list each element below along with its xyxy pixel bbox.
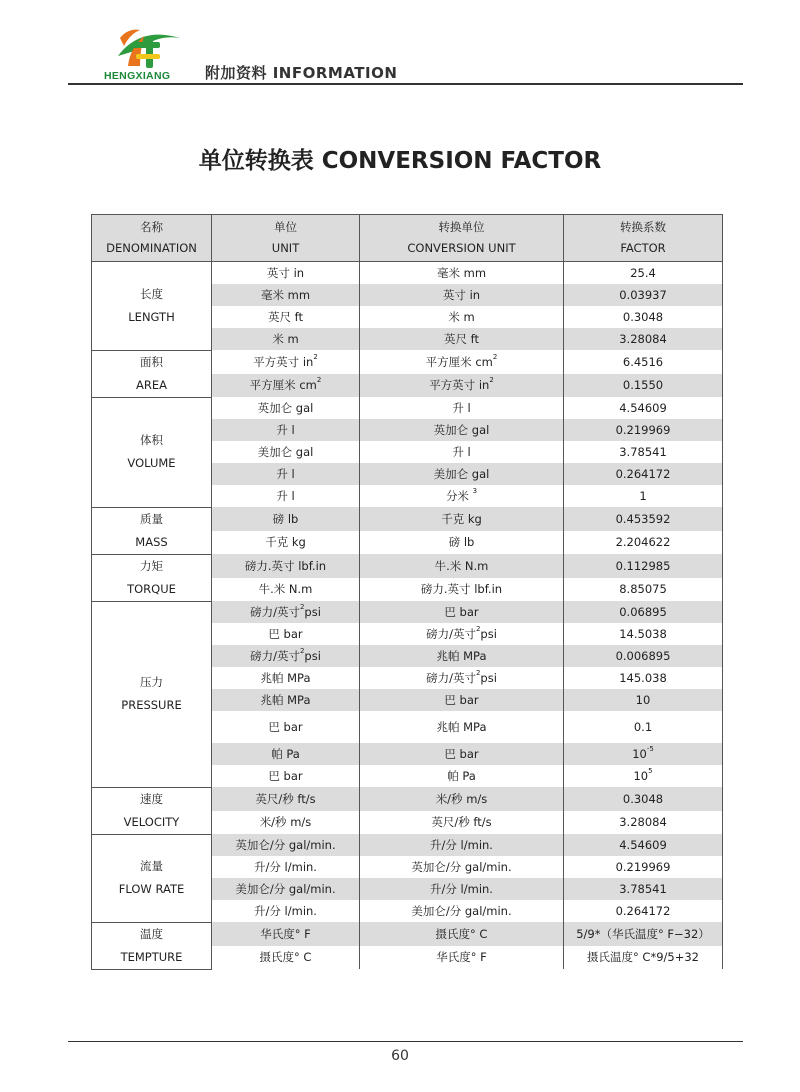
unit-cell <box>212 900 360 922</box>
denomination-cn: 力矩 <box>140 558 163 573</box>
factor-cell-text: 0.06895 <box>619 605 667 619</box>
factor-cell <box>564 306 723 328</box>
factor-cell <box>564 765 723 787</box>
denomination-cn: 流量 <box>140 859 163 873</box>
header-unit <box>212 215 360 262</box>
factor-cell-text: 1 <box>639 489 647 503</box>
unit-cell-text: 升 l <box>276 467 295 481</box>
unit-cell-suffix: psi <box>304 649 321 663</box>
factor-cell <box>564 463 723 485</box>
denomination-en: PRESSURE <box>121 698 182 712</box>
header-divider <box>68 83 743 85</box>
factor-cell <box>564 284 723 306</box>
unit-cell-text: 千克 kg <box>265 535 306 550</box>
conversion-unit-cell-text: 磅力/英寸 <box>426 671 476 685</box>
unit-cell <box>212 743 360 765</box>
conversion-unit-cell <box>360 463 564 485</box>
conversion-unit-cell-text: 英尺 ft <box>443 332 479 346</box>
factor-cell-text: 4.54609 <box>619 401 667 415</box>
conversion-unit-cell-text: 升 l <box>452 445 471 459</box>
factor-cell <box>564 397 723 419</box>
conversion-unit-cell <box>360 689 564 711</box>
table-row <box>92 350 723 374</box>
conversion-unit-cell-text: 平方厘米 cm <box>425 354 493 369</box>
unit-cell-text: 摄氏度° C <box>259 950 312 965</box>
conversion-unit-cell-text: 磅力/英寸 <box>426 627 476 641</box>
denomination-en: VELOCITY <box>123 814 180 829</box>
factor-cell <box>564 946 723 970</box>
unit-cell-text: 升/分 l/min. <box>254 904 317 918</box>
conversion-unit-cell <box>360 811 564 835</box>
brand-name: HENGXIANG <box>104 70 171 82</box>
factor-cell-text: 3.28084 <box>619 332 667 346</box>
conversion-unit-cell <box>360 328 564 350</box>
factor-cell-text: 3.78541 <box>619 445 667 459</box>
factor-cell <box>564 922 723 946</box>
denomination-cn: 体积 <box>140 433 163 447</box>
conversion-unit-cell-text: 巴 bar <box>444 605 479 619</box>
table-row <box>92 601 723 623</box>
superscript: 3 <box>472 487 478 495</box>
conversion-unit-cell <box>360 601 564 623</box>
table-row <box>92 787 723 811</box>
unit-cell-text: 英寸 in <box>266 266 305 280</box>
conversion-unit-cell-text: 毫米 mm <box>436 266 487 280</box>
factor-cell <box>564 787 723 811</box>
conversion-unit-cell-text: 帕 Pa <box>447 769 476 783</box>
factor-cell-text: 10 <box>635 693 651 707</box>
conversion-unit-cell-text: 英寸 in <box>442 288 481 302</box>
unit-cell-text: 平方厘米 cm <box>249 378 317 393</box>
unit-cell <box>212 328 360 350</box>
conversion-unit-cell <box>360 856 564 878</box>
unit-cell <box>212 507 360 531</box>
superscript: 5 <box>648 767 653 775</box>
denomination-cell <box>92 834 212 922</box>
unit-cell <box>212 441 360 463</box>
unit-cell-text: 英加仑 gal <box>257 401 314 415</box>
unit-cell-text: 牛.米 N.m <box>258 582 313 597</box>
unit-cell-text: 巴 bar <box>268 769 303 783</box>
denomination-cn: 长度 <box>140 286 163 301</box>
header-cn: 转换单位 <box>438 220 485 234</box>
factor-cell-text: 2.204622 <box>615 535 671 550</box>
unit-cell-text: 英加仑/分 gal/min. <box>235 838 336 852</box>
conversion-unit-cell <box>360 374 564 398</box>
conversion-unit-cell-text: 摄氏度° C <box>435 926 488 941</box>
header-cn: 转换系数 <box>620 220 666 234</box>
unit-cell-text: 毫米 mm <box>260 288 311 302</box>
conversion-unit-cell <box>360 507 564 531</box>
conversion-unit-cell <box>360 711 564 743</box>
factor-cell <box>564 350 723 374</box>
factor-cell <box>564 878 723 900</box>
denomination-cn: 面积 <box>140 354 163 369</box>
denomination-cn: 温度 <box>140 926 163 941</box>
conversion-unit-cell-text: 升/分 l/min. <box>430 838 493 852</box>
factor-cell-text: 0.264172 <box>615 467 671 481</box>
factor-cell <box>564 856 723 878</box>
superscript: 2 <box>475 625 481 633</box>
conversion-unit-cell-text: 兆帕 MPa <box>436 649 487 663</box>
factor-cell-text: 0.1 <box>633 720 653 734</box>
conversion-unit-cell <box>360 531 564 555</box>
conversion-unit-cell-text: 升 l <box>452 401 471 415</box>
conversion-unit-cell <box>360 667 564 689</box>
factor-cell <box>564 262 723 285</box>
conversion-unit-cell-text: 米/秒 m/s <box>435 791 488 806</box>
page-title: 单位转换表 CONVERSION FACTOR <box>198 148 602 174</box>
conversion-unit-cell-text: 巴 bar <box>444 693 479 707</box>
denomination-en: VOLUME <box>127 456 176 470</box>
unit-cell-text: 磅力.英寸 lbf.in <box>244 558 327 573</box>
factor-cell-text: 10 <box>632 747 647 761</box>
conversion-unit-cell-text: 牛.米 N.m <box>434 558 489 573</box>
denomination-en: TORQUE <box>127 581 176 596</box>
factor-cell <box>564 689 723 711</box>
unit-cell-text: 米 m <box>272 332 299 346</box>
factor-cell-text: 0.112985 <box>615 558 671 573</box>
unit-cell-text: 升/分 l/min. <box>254 860 317 874</box>
header-en: CONVERSION UNIT <box>407 241 516 255</box>
conversion-unit-cell <box>360 787 564 811</box>
unit-cell <box>212 397 360 419</box>
factor-cell <box>564 601 723 623</box>
factor-cell-text: 6.4516 <box>622 354 664 369</box>
conversion-unit-cell-text: 华氏度° F <box>436 950 487 965</box>
conversion-unit-cell <box>360 554 564 578</box>
factor-cell <box>564 900 723 922</box>
conversion-unit-cell-text: 兆帕 MPa <box>436 720 487 734</box>
table-row <box>92 397 723 419</box>
denomination-cn: 速度 <box>140 791 163 806</box>
conversion-unit-cell-suffix: psi <box>480 627 497 641</box>
factor-cell <box>564 374 723 398</box>
header-cn: 单位 <box>274 220 297 234</box>
factor-cell-text: 0.03937 <box>619 288 667 302</box>
superscript: 2 <box>475 669 481 677</box>
conversion-unit-cell-text: 英加仑 gal <box>433 423 490 437</box>
conversion-unit-cell-text: 英加仑/分 gal/min. <box>411 860 512 874</box>
factor-cell <box>564 811 723 835</box>
table-row <box>92 922 723 946</box>
unit-cell <box>212 811 360 835</box>
conversion-unit-cell-text: 磅力.英寸 lbf.in <box>420 582 503 597</box>
factor-cell <box>564 507 723 531</box>
conversion-unit-cell <box>360 946 564 970</box>
unit-cell-text: 美加仑 gal <box>257 445 314 459</box>
unit-cell-text: 兆帕 MPa <box>260 671 311 685</box>
factor-cell <box>564 531 723 555</box>
conversion-unit-cell <box>360 878 564 900</box>
superscript: 2 <box>313 352 318 361</box>
unit-cell-text: 华氏度° F <box>260 926 311 941</box>
conversion-unit-cell <box>360 645 564 667</box>
header-factor <box>564 215 723 262</box>
unit-cell <box>212 667 360 689</box>
unit-cell-text: 平方英寸 in <box>253 354 314 369</box>
factor-cell-text: 14.5038 <box>619 627 667 641</box>
unit-cell <box>212 765 360 787</box>
denomination-cell <box>92 350 212 397</box>
unit-cell <box>212 262 360 285</box>
superscript: 2 <box>489 376 494 385</box>
unit-cell-text: 兆帕 MPa <box>260 693 311 707</box>
table-body <box>92 262 723 970</box>
denomination-en: AREA <box>136 377 167 392</box>
factor-cell-text: 0.006895 <box>615 649 671 663</box>
unit-cell <box>212 623 360 645</box>
factor-cell <box>564 743 723 765</box>
factor-cell-text: 5/9*（华氏温度° F−32） <box>576 926 710 941</box>
section-title: 附加资料 INFORMATION <box>205 64 398 82</box>
factor-cell-text: 0.3048 <box>622 310 664 324</box>
superscript: -5 <box>646 745 654 753</box>
denomination-cell <box>92 262 212 351</box>
unit-cell-text: 帕 Pa <box>271 747 300 761</box>
factor-cell-text: 0.3048 <box>622 791 664 806</box>
factor-cell-text: 摄氏温度° C*9/5+32 <box>587 950 699 965</box>
header-conversion-unit <box>360 215 564 262</box>
factor-cell-text: 25.4 <box>630 266 656 280</box>
unit-cell <box>212 922 360 946</box>
factor-cell-text: 0.219969 <box>615 860 671 874</box>
conversion-unit-cell-text: 升/分 l/min. <box>430 882 493 896</box>
factor-cell <box>564 554 723 578</box>
header-en: FACTOR <box>620 241 666 255</box>
page-number: 60 <box>391 1048 409 1064</box>
conversion-unit-cell-text: 千克 kg <box>441 511 482 526</box>
unit-cell-text: 英尺/秒 ft/s <box>255 791 316 806</box>
header-en: UNIT <box>271 241 300 255</box>
unit-cell <box>212 878 360 900</box>
factor-cell-text: 0.453592 <box>615 511 671 526</box>
conversion-unit-cell <box>360 284 564 306</box>
factor-cell <box>564 834 723 856</box>
unit-cell <box>212 856 360 878</box>
conversion-unit-cell <box>360 922 564 946</box>
conversion-unit-cell <box>360 578 564 602</box>
denomination-en: FLOW RATE <box>118 882 185 896</box>
denomination-cell <box>92 507 212 554</box>
factor-cell <box>564 485 723 507</box>
footer-divider <box>68 1041 743 1042</box>
header-cn: 名称 <box>140 220 163 234</box>
unit-cell-text: 美加仑/分 gal/min. <box>235 882 336 896</box>
unit-cell-text: 巴 bar <box>268 720 303 734</box>
factor-cell <box>564 441 723 463</box>
conversion-unit-cell <box>360 397 564 419</box>
unit-cell-text: 磅力/英寸 <box>250 649 300 663</box>
table-row <box>92 262 723 285</box>
unit-cell <box>212 554 360 578</box>
factor-cell-text: 4.54609 <box>619 838 667 852</box>
factor-cell <box>564 645 723 667</box>
unit-cell <box>212 834 360 856</box>
conversion-unit-cell-text: 美加仑/分 gal/min. <box>411 904 512 918</box>
unit-cell <box>212 946 360 970</box>
unit-cell-suffix: psi <box>304 605 321 619</box>
conversion-unit-cell <box>360 765 564 787</box>
denomination-cell <box>92 787 212 834</box>
unit-cell <box>212 284 360 306</box>
unit-cell <box>212 531 360 555</box>
factor-cell <box>564 578 723 602</box>
denomination-cell <box>92 397 212 507</box>
unit-cell <box>212 374 360 398</box>
conversion-unit-cell-text: 美加仑 gal <box>433 467 490 481</box>
unit-cell <box>212 463 360 485</box>
conversion-unit-cell <box>360 306 564 328</box>
unit-cell <box>212 711 360 743</box>
denomination-cell <box>92 554 212 601</box>
conversion-unit-cell-text: 平方英寸 in <box>429 378 490 393</box>
factor-cell-text: 145.038 <box>619 671 667 685</box>
header-en: DENOMINATION <box>106 241 197 255</box>
unit-cell <box>212 601 360 623</box>
factor-cell <box>564 328 723 350</box>
denomination-en: MASS <box>135 534 168 549</box>
denomination-cn: 质量 <box>140 511 163 526</box>
superscript: 2 <box>299 647 305 655</box>
unit-cell-text: 升 l <box>276 423 295 437</box>
conversion-unit-cell <box>360 485 564 507</box>
conversion-unit-cell-text: 巴 bar <box>444 747 479 761</box>
denomination-en: TEMPTURE <box>120 949 183 964</box>
unit-cell <box>212 645 360 667</box>
denomination-cell <box>92 601 212 787</box>
factor-cell <box>564 667 723 689</box>
factor-cell-text: 10 <box>633 769 649 783</box>
table-row <box>92 507 723 531</box>
superscript: 2 <box>299 603 305 611</box>
table-row <box>92 554 723 578</box>
conversion-unit-cell-text: 分米 <box>445 489 473 503</box>
conversion-unit-cell-suffix: psi <box>480 671 497 685</box>
table-row <box>92 834 723 856</box>
unit-cell-text: 巴 bar <box>268 627 303 641</box>
factor-cell-text: 3.78541 <box>619 882 667 896</box>
factor-cell-text: 0.219969 <box>615 423 671 437</box>
conversion-table <box>91 214 723 970</box>
unit-cell-text: 英尺 ft <box>267 310 303 324</box>
denomination-cell <box>92 922 212 969</box>
factor-cell-text: 8.85075 <box>619 582 667 597</box>
unit-cell <box>212 306 360 328</box>
factor-cell-text: 0.264172 <box>615 904 671 918</box>
factor-cell <box>564 623 723 645</box>
unit-cell <box>212 578 360 602</box>
superscript: 2 <box>492 352 498 361</box>
unit-cell <box>212 689 360 711</box>
factor-cell <box>564 419 723 441</box>
unit-cell-text: 升 l <box>276 489 295 503</box>
conversion-unit-cell <box>360 419 564 441</box>
conversion-unit-cell <box>360 834 564 856</box>
conversion-unit-cell-text: 磅 lb <box>448 535 475 550</box>
conversion-unit-cell <box>360 743 564 765</box>
conversion-unit-cell-text: 英尺/秒 ft/s <box>431 815 492 830</box>
unit-cell <box>212 350 360 374</box>
denomination-en: LENGTH <box>128 309 175 324</box>
factor-cell <box>564 711 723 743</box>
unit-cell-text: 磅力/英寸 <box>250 605 300 619</box>
factor-cell-text: 0.1550 <box>622 378 664 393</box>
unit-cell <box>212 485 360 507</box>
unit-cell <box>212 787 360 811</box>
factor-cell-text: 3.28084 <box>619 815 667 830</box>
conversion-unit-cell <box>360 623 564 645</box>
unit-cell-text: 磅 lb <box>272 511 299 526</box>
conversion-unit-cell <box>360 350 564 374</box>
unit-cell-text: 米/秒 m/s <box>259 815 312 830</box>
header-denomination <box>92 215 212 262</box>
table-header-row <box>92 215 723 262</box>
conversion-unit-cell <box>360 262 564 285</box>
denomination-cn: 压力 <box>140 675 163 689</box>
conversion-unit-cell <box>360 441 564 463</box>
unit-cell <box>212 419 360 441</box>
conversion-unit-cell-text: 米 m <box>448 310 475 324</box>
superscript: 2 <box>316 376 322 385</box>
conversion-unit-cell <box>360 900 564 922</box>
